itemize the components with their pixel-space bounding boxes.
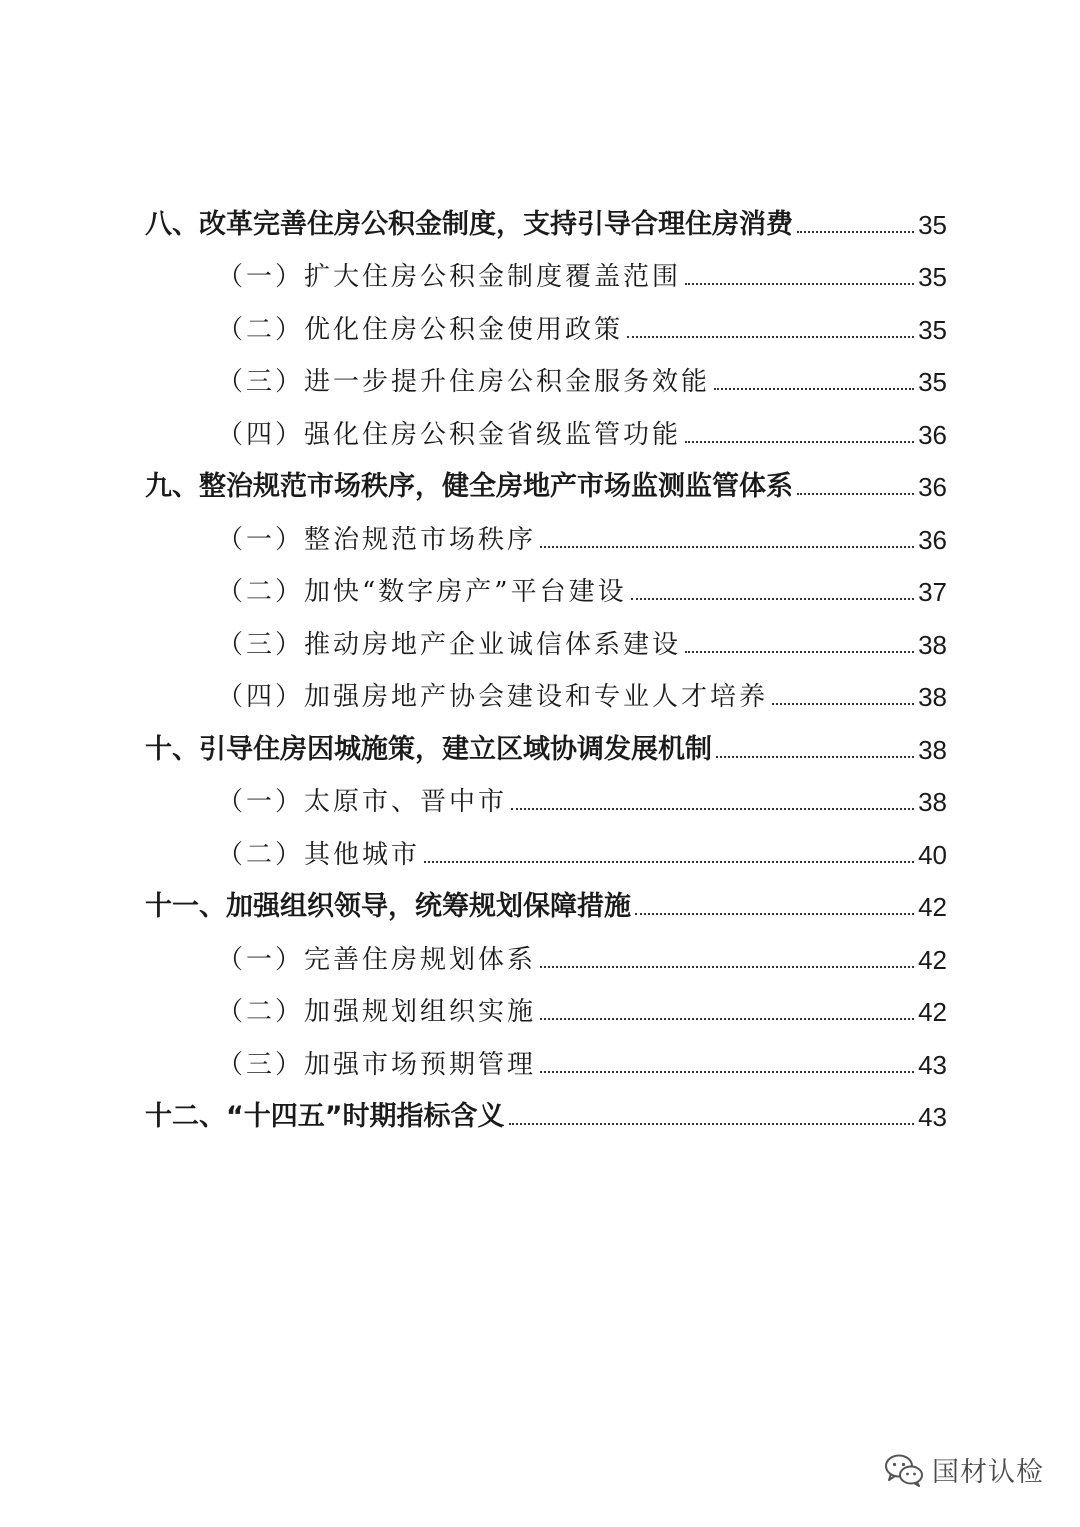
toc-entry-subsection — [145, 248, 947, 301]
toc-entry-label: （一）完善住房规划体系 — [217, 944, 537, 975]
toc-entry-subsection — [145, 405, 947, 458]
toc-entry-section-11 — [145, 878, 947, 931]
dot-leader — [540, 1071, 914, 1073]
toc-entry-label: 八、改革完善住房公积金制度，支持引导合理住房消费 — [145, 208, 793, 240]
dot-leader — [627, 336, 914, 338]
dot-leader — [511, 808, 914, 810]
toc-entry-page: 35 — [918, 314, 947, 345]
toc-entry-label: （四）加强房地产协会建设和专业人才培养 — [217, 682, 769, 712]
toc-entry-page: 43 — [918, 1049, 947, 1080]
toc-entry-subsection — [145, 615, 947, 668]
dot-leader — [797, 231, 914, 233]
toc-entry-subsection — [145, 983, 947, 1036]
toc-entry-page: 38 — [918, 734, 947, 765]
dot-leader — [540, 966, 914, 968]
toc-entry-page: 42 — [918, 944, 947, 975]
table-of-contents — [145, 195, 947, 1140]
toc-entry-page: 35 — [918, 209, 947, 240]
dot-leader — [685, 651, 914, 653]
toc-entry-label: （四）强化住房公积金省级监管功能 — [217, 419, 682, 450]
dot-leader — [540, 1018, 914, 1020]
toc-entry-subsection — [145, 353, 947, 406]
dot-leader — [540, 546, 914, 548]
toc-entry-page: 38 — [918, 629, 947, 660]
toc-entry-page: 36 — [918, 472, 947, 502]
toc-entry-page: 40 — [918, 839, 947, 870]
toc-entry-page: 36 — [918, 524, 947, 555]
wechat-watermark — [884, 1450, 1044, 1489]
toc-entry-subsection — [145, 930, 947, 983]
toc-entry-section-12 — [145, 1088, 947, 1141]
toc-entry-label: （一）整治规范市场秩序 — [217, 524, 537, 555]
toc-entry-page: 42 — [918, 997, 947, 1027]
toc-entry-subsection — [145, 300, 947, 353]
dot-leader — [635, 913, 914, 915]
wechat-icon — [884, 1453, 924, 1487]
toc-entry-subsection — [145, 668, 947, 721]
dot-leader — [772, 703, 914, 705]
toc-entry-subsection — [145, 563, 947, 616]
toc-entry-label: （三）推动房地产企业诚信体系建设 — [217, 629, 682, 660]
toc-entry-page: 42 — [918, 892, 947, 922]
dot-leader — [716, 756, 914, 758]
dot-leader — [797, 493, 914, 495]
dot-leader — [685, 283, 914, 285]
toc-entry-label: （二）加强规划组织实施 — [217, 997, 537, 1027]
toc-entry-section-8 — [145, 195, 947, 248]
toc-entry-page: 35 — [918, 367, 947, 397]
toc-entry-label: （一）扩大住房公积金制度覆盖范围 — [217, 262, 682, 292]
dot-leader — [424, 861, 914, 863]
toc-entry-label: 九、整治规范市场秩序，健全房地产市场监测监管体系 — [145, 471, 793, 502]
toc-entry-page: 43 — [918, 1102, 947, 1132]
toc-entry-subsection — [145, 825, 947, 878]
toc-entry-label: （三）进一步提升住房公积金服务效能 — [217, 367, 711, 397]
toc-entry-label: （二）优化住房公积金使用政策 — [217, 314, 624, 345]
toc-entry-subsection — [145, 1035, 947, 1088]
toc-entry-section-9 — [145, 458, 947, 511]
toc-entry-label: （二）加快“数字房产”平台建设 — [217, 577, 627, 607]
toc-entry-page: 37 — [918, 577, 947, 607]
toc-entry-page: 38 — [918, 787, 947, 817]
dot-leader — [631, 598, 914, 600]
toc-entry-label: （三）加强市场预期管理 — [217, 1049, 537, 1080]
toc-entry-subsection — [145, 510, 947, 563]
toc-entry-label: （二）其他城市 — [217, 839, 421, 870]
dot-leader — [509, 1123, 915, 1125]
toc-entry-subsection — [145, 773, 947, 826]
toc-entry-page: 36 — [918, 419, 947, 450]
toc-entry-section-10 — [145, 720, 947, 773]
toc-entry-label: 十二、“十四五”时期指标含义 — [145, 1101, 505, 1132]
toc-entry-page: 38 — [918, 682, 947, 712]
dot-leader — [714, 388, 914, 390]
toc-entry-label: （一）太原市、晋中市 — [217, 787, 508, 817]
toc-entry-label: 十一、加强组织领导，统筹规划保障措施 — [145, 891, 631, 922]
toc-entry-page: 35 — [918, 262, 947, 292]
toc-entry-label: 十、引导住房因城施策，建立区域协调发展机制 — [145, 733, 712, 765]
watermark-text: 国材认检 — [932, 1457, 1044, 1488]
dot-leader — [685, 441, 914, 443]
